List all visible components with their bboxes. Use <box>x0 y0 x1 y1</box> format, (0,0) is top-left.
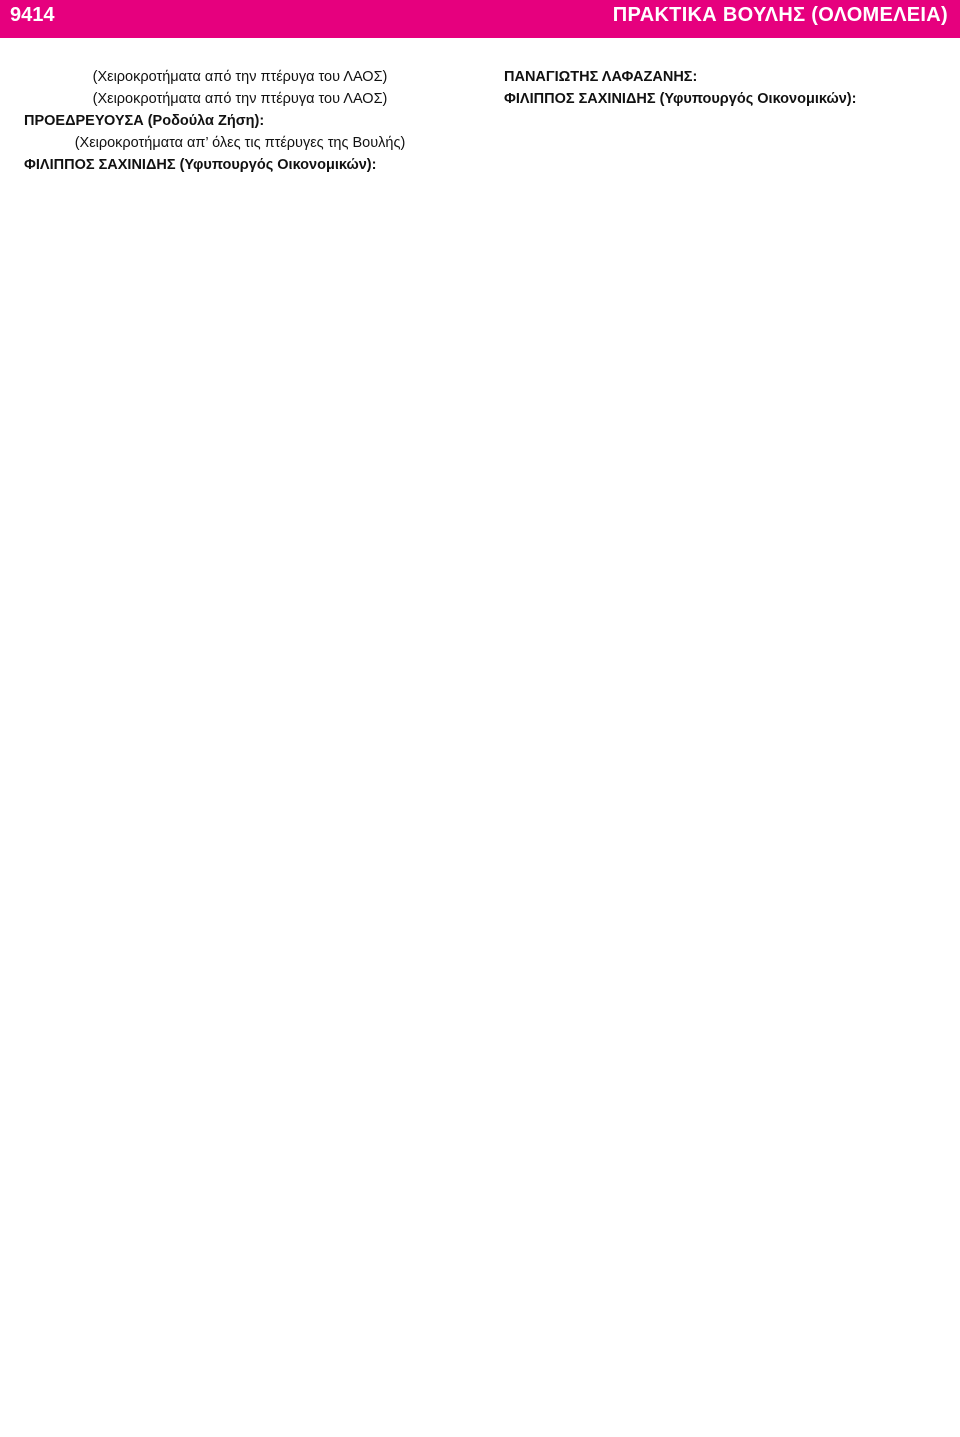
speaker-paragraph <box>10 154 470 176</box>
interjection: (Χειροκροτήματα απ’ όλες τις πτέρυγες της Βουλής) <box>74 135 406 151</box>
speaker-name: ΦΙΛΙΠΠΟΣ ΣΑΧΙΝΙΔΗΣ (Υφυπουργός Οικονομικών): <box>504 91 857 107</box>
page-number: 9414 <box>10 4 55 26</box>
speaker-name: ΠΑΝΑΓΙΩΤΗΣ ΛΑΦΑΖΑΝΗΣ: <box>504 69 698 85</box>
page-header <box>0 0 960 38</box>
speaker-paragraph <box>10 110 470 132</box>
speaker-paragraph <box>490 88 950 110</box>
speaker-name: ΠΡΟΕΔΡΕΥΟΥΣΑ (Ροδούλα Ζήση): <box>24 113 265 129</box>
interjection: (Χειροκροτήματα από την πτέρυγα του ΛΑΟΣ) <box>92 91 388 107</box>
right-column <box>490 66 950 110</box>
left-column <box>10 66 470 176</box>
speaker-paragraph <box>490 66 950 88</box>
speaker-name: ΦΙΛΙΠΠΟΣ ΣΑΧΙΝΙΔΗΣ (Υφυπουργός Οικονομικών): <box>24 157 377 173</box>
running-title: ΠΡΑΚΤΙΚΑ ΒΟΥΛΗΣ (ΟΛΟΜΕΛΕΙΑ) <box>612 4 948 26</box>
interjection: (Χειροκροτήματα από την πτέρυγα του ΛΑΟΣ) <box>92 69 388 85</box>
